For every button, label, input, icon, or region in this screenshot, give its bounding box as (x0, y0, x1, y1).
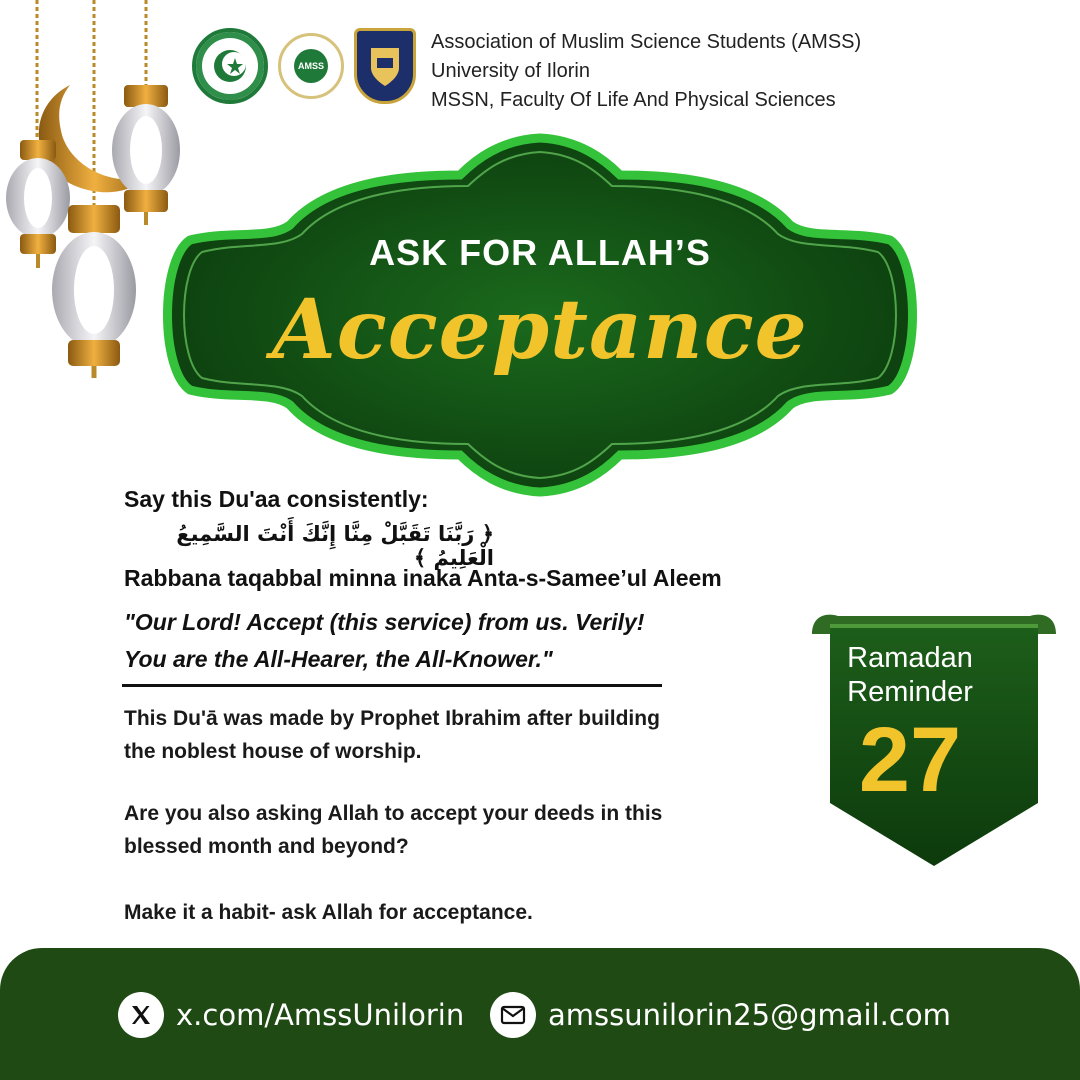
email-contact-link[interactable] (490, 992, 951, 1038)
amss-logo-badge: AMSS (294, 49, 328, 83)
dua-intro: Say this Du'aa consistently: (124, 486, 429, 512)
x-handle-text[interactable]: x.com/AmssUnilorin (176, 998, 465, 1032)
faculty-name: MSSN, Faculty Of Life And Physical Sciences (431, 89, 836, 111)
paragraph-question (124, 797, 662, 863)
reminder-day-number: 27 (858, 709, 962, 811)
dua-transliteration: Rabbana taqabbal minna inaka Anta-s-Samee’ul Aleem (124, 565, 722, 591)
paragraph-line: blessed month and beyond? (124, 835, 409, 858)
amss-logo (278, 33, 344, 99)
dua-arabic: ﴿ رَبَّنَا تَقَبَّلْ مِنَّا إِنَّكَ أَنْتَ السَّمِيعُ الْعَلِيمُ ﴾ (176, 522, 494, 570)
star-crescent-icon (210, 46, 250, 86)
paragraph-prophet-ibrahim (124, 702, 660, 768)
envelope-icon (490, 992, 536, 1038)
paragraph-line: Are you also asking Allah to accept your deeds in this (124, 802, 663, 825)
dua-translation (124, 604, 644, 678)
paragraph-line: the noblest house of worship. (124, 740, 422, 763)
logo-row (192, 28, 416, 104)
banner-subtitle: ASK FOR ALLAH’S (369, 232, 711, 273)
paragraph-call-to-action: Make it a habit- ask Allah for acceptance. (124, 901, 533, 924)
university-name: University of Ilorin (431, 60, 590, 82)
org-name: Association of Muslim Science Students (AMSS) (431, 31, 862, 53)
unilorin-crest-logo (354, 28, 416, 104)
lantern-center-icon (52, 205, 136, 378)
dua-translation-line2: You are the All-Hearer, the All-Knower." (124, 646, 553, 672)
dua-translation-line1: "Our Lord! Accept (this service) from us. Verily! (124, 609, 645, 635)
x-logo-icon (118, 992, 164, 1038)
banner-title: Acceptance (272, 282, 808, 378)
mssn-logo (192, 28, 268, 104)
email-text[interactable]: amssunilorin25@gmail.com (548, 998, 951, 1032)
reminder-label-line2: Reminder (847, 676, 973, 708)
reminder-label-line1: Ramadan (847, 642, 973, 674)
organization-info (431, 28, 861, 115)
divider (122, 684, 662, 687)
x-contact-link[interactable] (118, 992, 464, 1038)
crest-icon (367, 44, 403, 88)
paragraph-line: This Du'ā was made by Prophet Ibrahim after building (124, 707, 660, 730)
